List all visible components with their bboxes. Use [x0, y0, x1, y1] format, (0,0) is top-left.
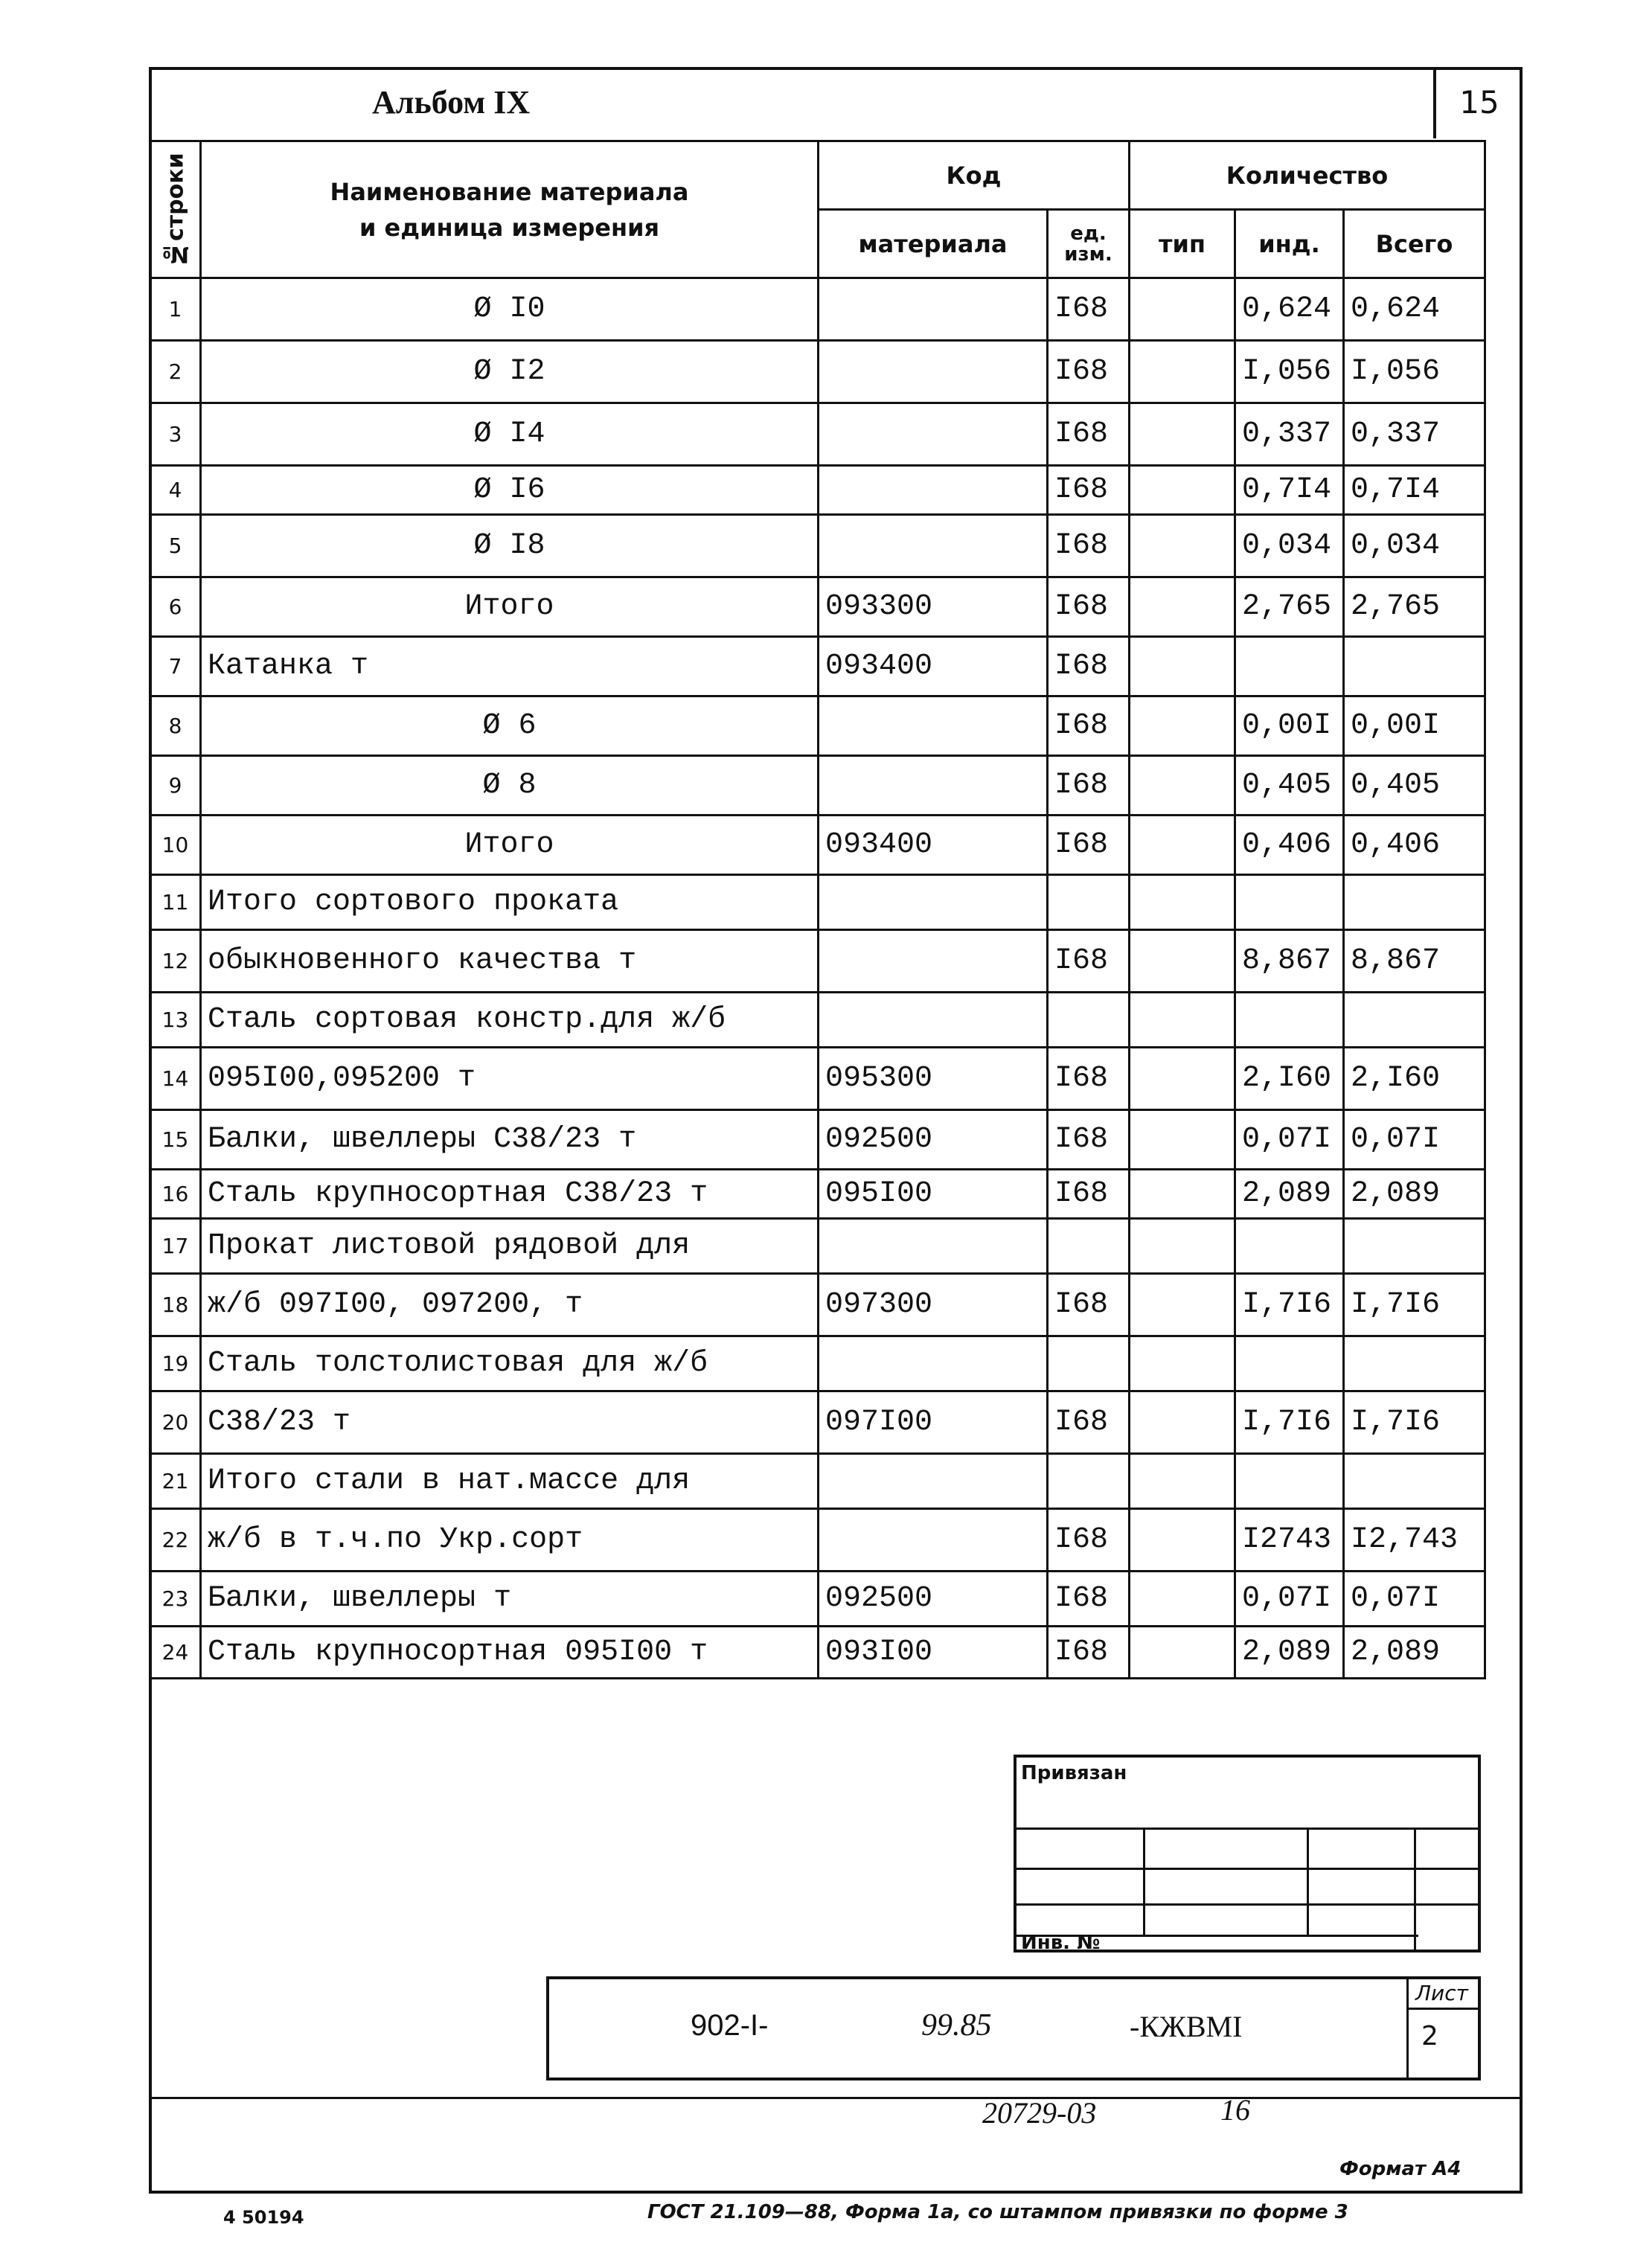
qty-type	[1130, 816, 1235, 875]
unit-code: I68	[1048, 1627, 1130, 1679]
table-row	[150, 875, 1485, 930]
table-row	[150, 696, 1485, 756]
material-code	[819, 1509, 1048, 1572]
material-name: Сталь сортовая констр.для ж/б	[201, 993, 819, 1048]
row-number: 6	[150, 577, 201, 637]
qty-ind: 2,089	[1235, 1627, 1344, 1679]
qty-total	[1344, 1219, 1485, 1274]
unit-code: I68	[1048, 1509, 1130, 1572]
table-row	[150, 1170, 1485, 1219]
qty-type	[1130, 341, 1235, 403]
material-code: 097300	[819, 1274, 1048, 1336]
qty-type	[1130, 466, 1235, 515]
qty-total: 0,406	[1344, 816, 1485, 875]
row-number: 15	[150, 1110, 201, 1170]
row-number: 12	[150, 930, 201, 993]
material-code: 095I00	[819, 1170, 1048, 1219]
col-header-type: тип	[1130, 210, 1235, 278]
qty-type	[1130, 1509, 1235, 1572]
qty-total: I,7I6	[1344, 1391, 1485, 1454]
row-number: 9	[150, 756, 201, 816]
qty-total	[1344, 993, 1485, 1048]
table-row	[150, 816, 1485, 875]
col-header-row-no: №строки	[150, 141, 201, 278]
table-row	[150, 930, 1485, 993]
row-number: 1	[150, 278, 201, 341]
qty-type	[1130, 637, 1235, 696]
qty-ind	[1235, 1219, 1344, 1274]
col-header-total: Всего	[1344, 210, 1485, 278]
material-code	[819, 341, 1048, 403]
table-row	[150, 1454, 1485, 1509]
col-header-name-line1: Наименование материала	[330, 177, 689, 206]
qty-ind: 0,00I	[1235, 696, 1344, 756]
doc-suffix: -КЖВМI	[1130, 2010, 1243, 2043]
col-header-code: Код	[819, 141, 1130, 210]
material-code	[819, 403, 1048, 466]
row-number: 7	[150, 637, 201, 696]
qty-ind: I,056	[1235, 341, 1344, 403]
material-code: 093400	[819, 816, 1048, 875]
unit-code	[1048, 1454, 1130, 1509]
qty-ind: I2743	[1235, 1509, 1344, 1572]
material-code: 095300	[819, 1048, 1048, 1110]
title-vline	[1406, 1976, 1409, 2078]
qty-total	[1344, 875, 1485, 930]
material-code: 092500	[819, 1110, 1048, 1170]
album-title: Альбом IX	[372, 84, 531, 121]
qty-type	[1130, 1048, 1235, 1110]
doc-number: 99.85	[921, 2008, 992, 2043]
material-name: Итого стали в нат.массе для	[201, 1454, 819, 1509]
material-name: обыкновенного качества т	[201, 930, 819, 993]
material-name: Ø 6	[201, 696, 819, 756]
unit-code: I68	[1048, 577, 1130, 637]
binding-stamp	[1014, 1755, 1481, 1953]
qty-total: 2,089	[1344, 1170, 1485, 1219]
material-code	[819, 515, 1048, 577]
table-row	[150, 341, 1485, 403]
unit-code	[1048, 1336, 1130, 1391]
qty-type	[1130, 1170, 1235, 1219]
qty-ind: 0,7I4	[1235, 466, 1344, 515]
qty-type	[1130, 1110, 1235, 1170]
qty-total: I,7I6	[1344, 1274, 1485, 1336]
qty-total	[1344, 1454, 1485, 1509]
material-name: Балки, швеллеры т	[201, 1572, 819, 1627]
unit-code: I68	[1048, 1048, 1130, 1110]
material-name: ж/б 097I00, 097200, т	[201, 1274, 819, 1336]
row-number: 11	[150, 875, 201, 930]
table-row	[150, 1219, 1485, 1274]
list-value: 2	[1421, 2021, 1438, 2051]
unit-code: I68	[1048, 1274, 1130, 1336]
qty-total	[1344, 1336, 1485, 1391]
qty-type	[1130, 1219, 1235, 1274]
table-row	[150, 577, 1485, 637]
qty-total: 2,I60	[1344, 1048, 1485, 1110]
unit-code: I68	[1048, 278, 1130, 341]
table-row	[150, 403, 1485, 466]
material-name: Ø I4	[201, 403, 819, 466]
material-name: Ø I0	[201, 278, 819, 341]
bottom-separator	[149, 2097, 1523, 2099]
title-block	[546, 1976, 1481, 2080]
row-number: 5	[150, 515, 201, 577]
qty-type	[1130, 1572, 1235, 1627]
table-row	[150, 466, 1485, 515]
material-name: 095I00,095200 т	[201, 1048, 819, 1110]
table-row	[150, 1391, 1485, 1454]
list-label: Лист	[1415, 1981, 1468, 2005]
row-number: 14	[150, 1048, 201, 1110]
qty-type	[1130, 577, 1235, 637]
material-name: Сталь толстолистовая для ж/б	[201, 1336, 819, 1391]
archive-number: 4 50194	[223, 2207, 304, 2228]
material-name: Итого	[201, 577, 819, 637]
unit-code: I68	[1048, 1572, 1130, 1627]
material-name: Итого	[201, 816, 819, 875]
material-code	[819, 466, 1048, 515]
row-number: 20	[150, 1391, 201, 1454]
material-name: Балки, швеллеры С38/23 т	[201, 1110, 819, 1170]
qty-total: 2,765	[1344, 577, 1485, 637]
qty-type	[1130, 1274, 1235, 1336]
qty-total: 0,405	[1344, 756, 1485, 816]
row-number: 13	[150, 993, 201, 1048]
qty-total: 0,07I	[1344, 1572, 1485, 1627]
unit-code: I68	[1048, 756, 1130, 816]
qty-total: 0,07I	[1344, 1110, 1485, 1170]
unit-code: I68	[1048, 1170, 1130, 1219]
qty-type	[1130, 1336, 1235, 1391]
row-number: 8	[150, 696, 201, 756]
handwritten-number: 20729-03	[982, 2096, 1097, 2130]
table-row	[150, 1572, 1485, 1627]
material-name: С38/23 т	[201, 1391, 819, 1454]
col-header-ind: инд.	[1235, 210, 1344, 278]
material-code	[819, 930, 1048, 993]
row-number: 23	[150, 1572, 201, 1627]
material-name: Ø I8	[201, 515, 819, 577]
unit-code: I68	[1048, 1110, 1130, 1170]
qty-type	[1130, 278, 1235, 341]
table-row	[150, 1274, 1485, 1336]
qty-ind: I,7I6	[1235, 1274, 1344, 1336]
unit-code: I68	[1048, 466, 1130, 515]
material-name: Сталь крупносортная С38/23 т	[201, 1170, 819, 1219]
row-number: 22	[150, 1509, 201, 1572]
qty-ind: 0,07I	[1235, 1572, 1344, 1627]
qty-type	[1130, 696, 1235, 756]
doc-prefix: 902-I-	[691, 2009, 769, 2042]
stamp-line	[1017, 1903, 1478, 1906]
material-code	[819, 993, 1048, 1048]
table-row	[150, 756, 1485, 816]
qty-ind: 2,765	[1235, 577, 1344, 637]
unit-code	[1048, 1219, 1130, 1274]
material-code: 093300	[819, 577, 1048, 637]
stamp-line	[1017, 1827, 1478, 1830]
unit-code: I68	[1048, 515, 1130, 577]
sheet-number: 15	[1433, 67, 1523, 138]
qty-ind	[1235, 1336, 1344, 1391]
qty-ind: 2,I60	[1235, 1048, 1344, 1110]
unit-code: I68	[1048, 341, 1130, 403]
material-name: Ø 8	[201, 756, 819, 816]
qty-total: 0,624	[1344, 278, 1485, 341]
stamp-vline	[1414, 1827, 1416, 1953]
unit-code: I68	[1048, 816, 1130, 875]
qty-type	[1130, 993, 1235, 1048]
gost-label: ГОСТ 21.109—88, Форма 1а, со штампом привязки по форме 3	[647, 2201, 1348, 2223]
qty-ind: 2,089	[1235, 1170, 1344, 1219]
row-number: 16	[150, 1170, 201, 1219]
qty-ind: 0,034	[1235, 515, 1344, 577]
material-code	[819, 1219, 1048, 1274]
row-number: 2	[150, 341, 201, 403]
row-number: 21	[150, 1454, 201, 1509]
material-name: Катанка т	[201, 637, 819, 696]
qty-ind	[1235, 637, 1344, 696]
table-row	[150, 1627, 1485, 1679]
unit-code: I68	[1048, 637, 1130, 696]
row-number: 19	[150, 1336, 201, 1391]
col-header-unit: ед. изм.	[1048, 210, 1130, 278]
unit-code: I68	[1048, 696, 1130, 756]
qty-type	[1130, 1454, 1235, 1509]
material-spec-table	[149, 140, 1486, 1679]
qty-ind: 8,867	[1235, 930, 1344, 993]
table-row	[150, 637, 1485, 696]
material-name: Итого сортового проката	[201, 875, 819, 930]
qty-type	[1130, 1391, 1235, 1454]
qty-ind: I,7I6	[1235, 1391, 1344, 1454]
qty-ind: 0,337	[1235, 403, 1344, 466]
row-number: 24	[150, 1627, 201, 1679]
table-row	[150, 1509, 1485, 1572]
material-code: 093400	[819, 637, 1048, 696]
qty-type	[1130, 875, 1235, 930]
stamp-vline	[1307, 1827, 1309, 1936]
privyazan-label: Привязан	[1021, 1762, 1127, 1784]
qty-total: I,056	[1344, 341, 1485, 403]
unit-code: I68	[1048, 930, 1130, 993]
table-row	[150, 515, 1485, 577]
format-label: Формат А4	[1339, 2158, 1461, 2180]
row-number: 18	[150, 1274, 201, 1336]
qty-type	[1130, 756, 1235, 816]
col-header-name	[201, 141, 819, 278]
material-name: Ø I6	[201, 466, 819, 515]
row-number: 3	[150, 403, 201, 466]
material-code	[819, 1454, 1048, 1509]
stamp-line	[1017, 1868, 1478, 1870]
material-name: Сталь крупносортная 095I00 т	[201, 1627, 819, 1679]
unit-code	[1048, 875, 1130, 930]
row-number: 17	[150, 1219, 201, 1274]
material-name: Ø I2	[201, 341, 819, 403]
qty-ind	[1235, 875, 1344, 930]
material-code	[819, 696, 1048, 756]
col-header-name-line2: и единица измерения	[359, 213, 660, 242]
material-code	[819, 875, 1048, 930]
stamp-vline	[1143, 1827, 1145, 1936]
qty-total: 0,7I4	[1344, 466, 1485, 515]
material-name: Прокат листовой рядовой для	[201, 1219, 819, 1274]
qty-ind: 0,405	[1235, 756, 1344, 816]
qty-total: 2,089	[1344, 1627, 1485, 1679]
qty-total: 0,00I	[1344, 696, 1485, 756]
material-code: 097I00	[819, 1391, 1048, 1454]
row-number: 10	[150, 816, 201, 875]
qty-ind: 0,07I	[1235, 1110, 1344, 1170]
table-row	[150, 1110, 1485, 1170]
material-code	[819, 278, 1048, 341]
qty-type	[1130, 403, 1235, 466]
material-name: ж/б в т.ч.по Укр.сорт	[201, 1509, 819, 1572]
material-code: 093I00	[819, 1627, 1048, 1679]
qty-total: I2,743	[1344, 1509, 1485, 1572]
col-header-quantity: Количество	[1130, 141, 1485, 210]
unit-code: I68	[1048, 1391, 1130, 1454]
material-code	[819, 756, 1048, 816]
title-hline	[1406, 2008, 1478, 2010]
unit-code	[1048, 993, 1130, 1048]
material-code	[819, 1336, 1048, 1391]
table-row	[150, 993, 1485, 1048]
table-row	[150, 278, 1485, 341]
qty-type	[1130, 1627, 1235, 1679]
row-number: 4	[150, 466, 201, 515]
qty-type	[1130, 515, 1235, 577]
qty-total: 8,867	[1344, 930, 1485, 993]
col-header-code-material: материала	[819, 210, 1048, 278]
table-row	[150, 1048, 1485, 1110]
material-code: 092500	[819, 1572, 1048, 1627]
qty-total: 0,034	[1344, 515, 1485, 577]
qty-ind	[1235, 993, 1344, 1048]
unit-code: I68	[1048, 403, 1130, 466]
inv-no-label: Инв. №	[1021, 1932, 1101, 1954]
handwritten-number-2: 16	[1220, 2093, 1250, 2127]
qty-total	[1344, 637, 1485, 696]
table-row	[150, 1336, 1485, 1391]
qty-ind: 0,406	[1235, 816, 1344, 875]
qty-ind: 0,624	[1235, 278, 1344, 341]
qty-type	[1130, 930, 1235, 993]
qty-total: 0,337	[1344, 403, 1485, 466]
qty-ind	[1235, 1454, 1344, 1509]
